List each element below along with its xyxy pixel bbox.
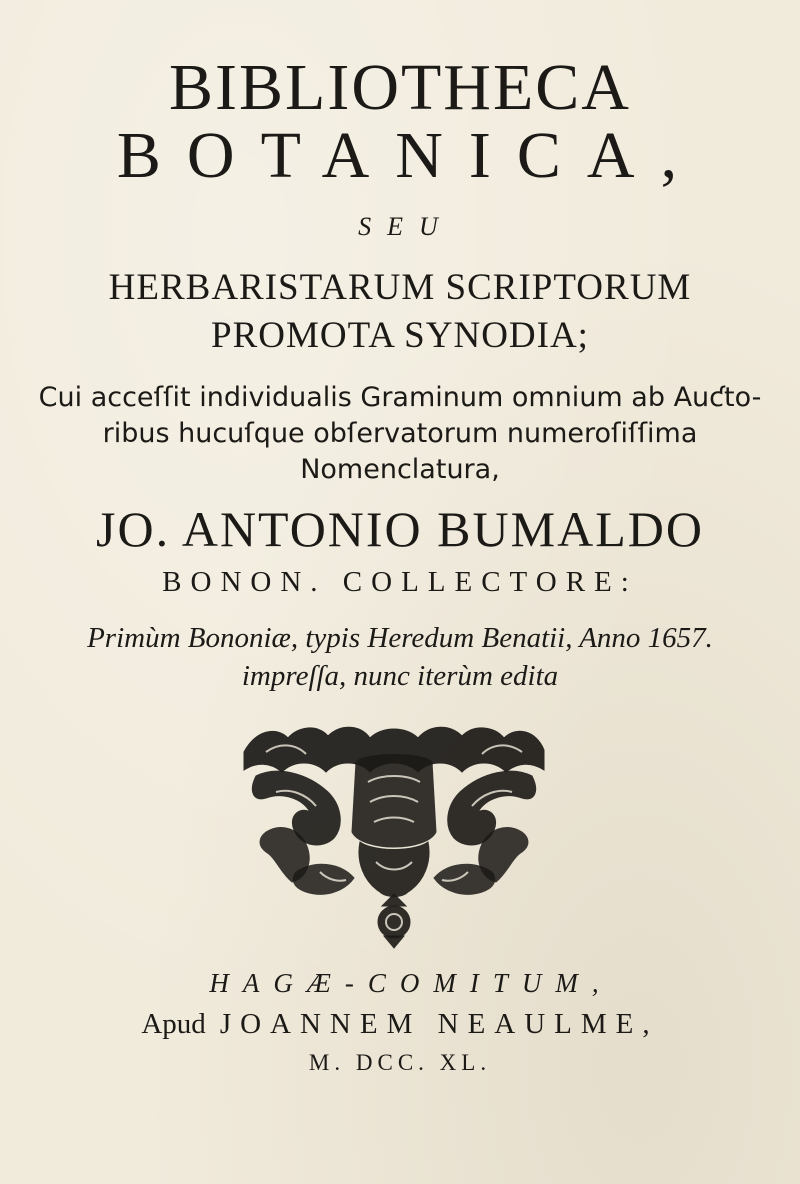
imprint-line-1: Primùm Bononiæ, typis Heredum Benatii, Anno 1657. — [87, 622, 713, 654]
description-line-1: Cui acceſſit individualis Graminum omnium ab Auƈto- — [38, 382, 762, 413]
description-line-2: ribus hucuſque obſervatorum numeroſiſſima — [102, 418, 698, 449]
imprint-year: M. DCC. XL. — [308, 1050, 492, 1075]
title-seu: SEU — [358, 212, 454, 241]
publisher-name: JOANNEM NEAULME, — [219, 1008, 659, 1040]
publisher-prefix: Apud — [141, 1008, 206, 1040]
title-synodia: PROMOTA SYNODIA; — [211, 315, 589, 356]
title-herbaristarum: HERBARISTARUM SCRIPTORUM — [108, 267, 692, 308]
printer-ornament-vignette — [236, 722, 552, 954]
author-name: JO. ANTONIO BUMALDO — [96, 501, 704, 557]
title-bibliotheca: BIBLIOTHECA — [169, 51, 631, 124]
imprint-place: HAGÆ-COMITUM, — [209, 968, 613, 998]
imprint-line-2: impreſſa, nunc iterùm edita — [241, 660, 559, 692]
description-line-3: Nomenclatura, — [300, 454, 500, 485]
author-role: BONON. COLLECTORE: — [162, 566, 638, 598]
title-botanica: BOTANICA, — [116, 119, 704, 192]
imprint-publisher-line — [0, 1008, 800, 1041]
